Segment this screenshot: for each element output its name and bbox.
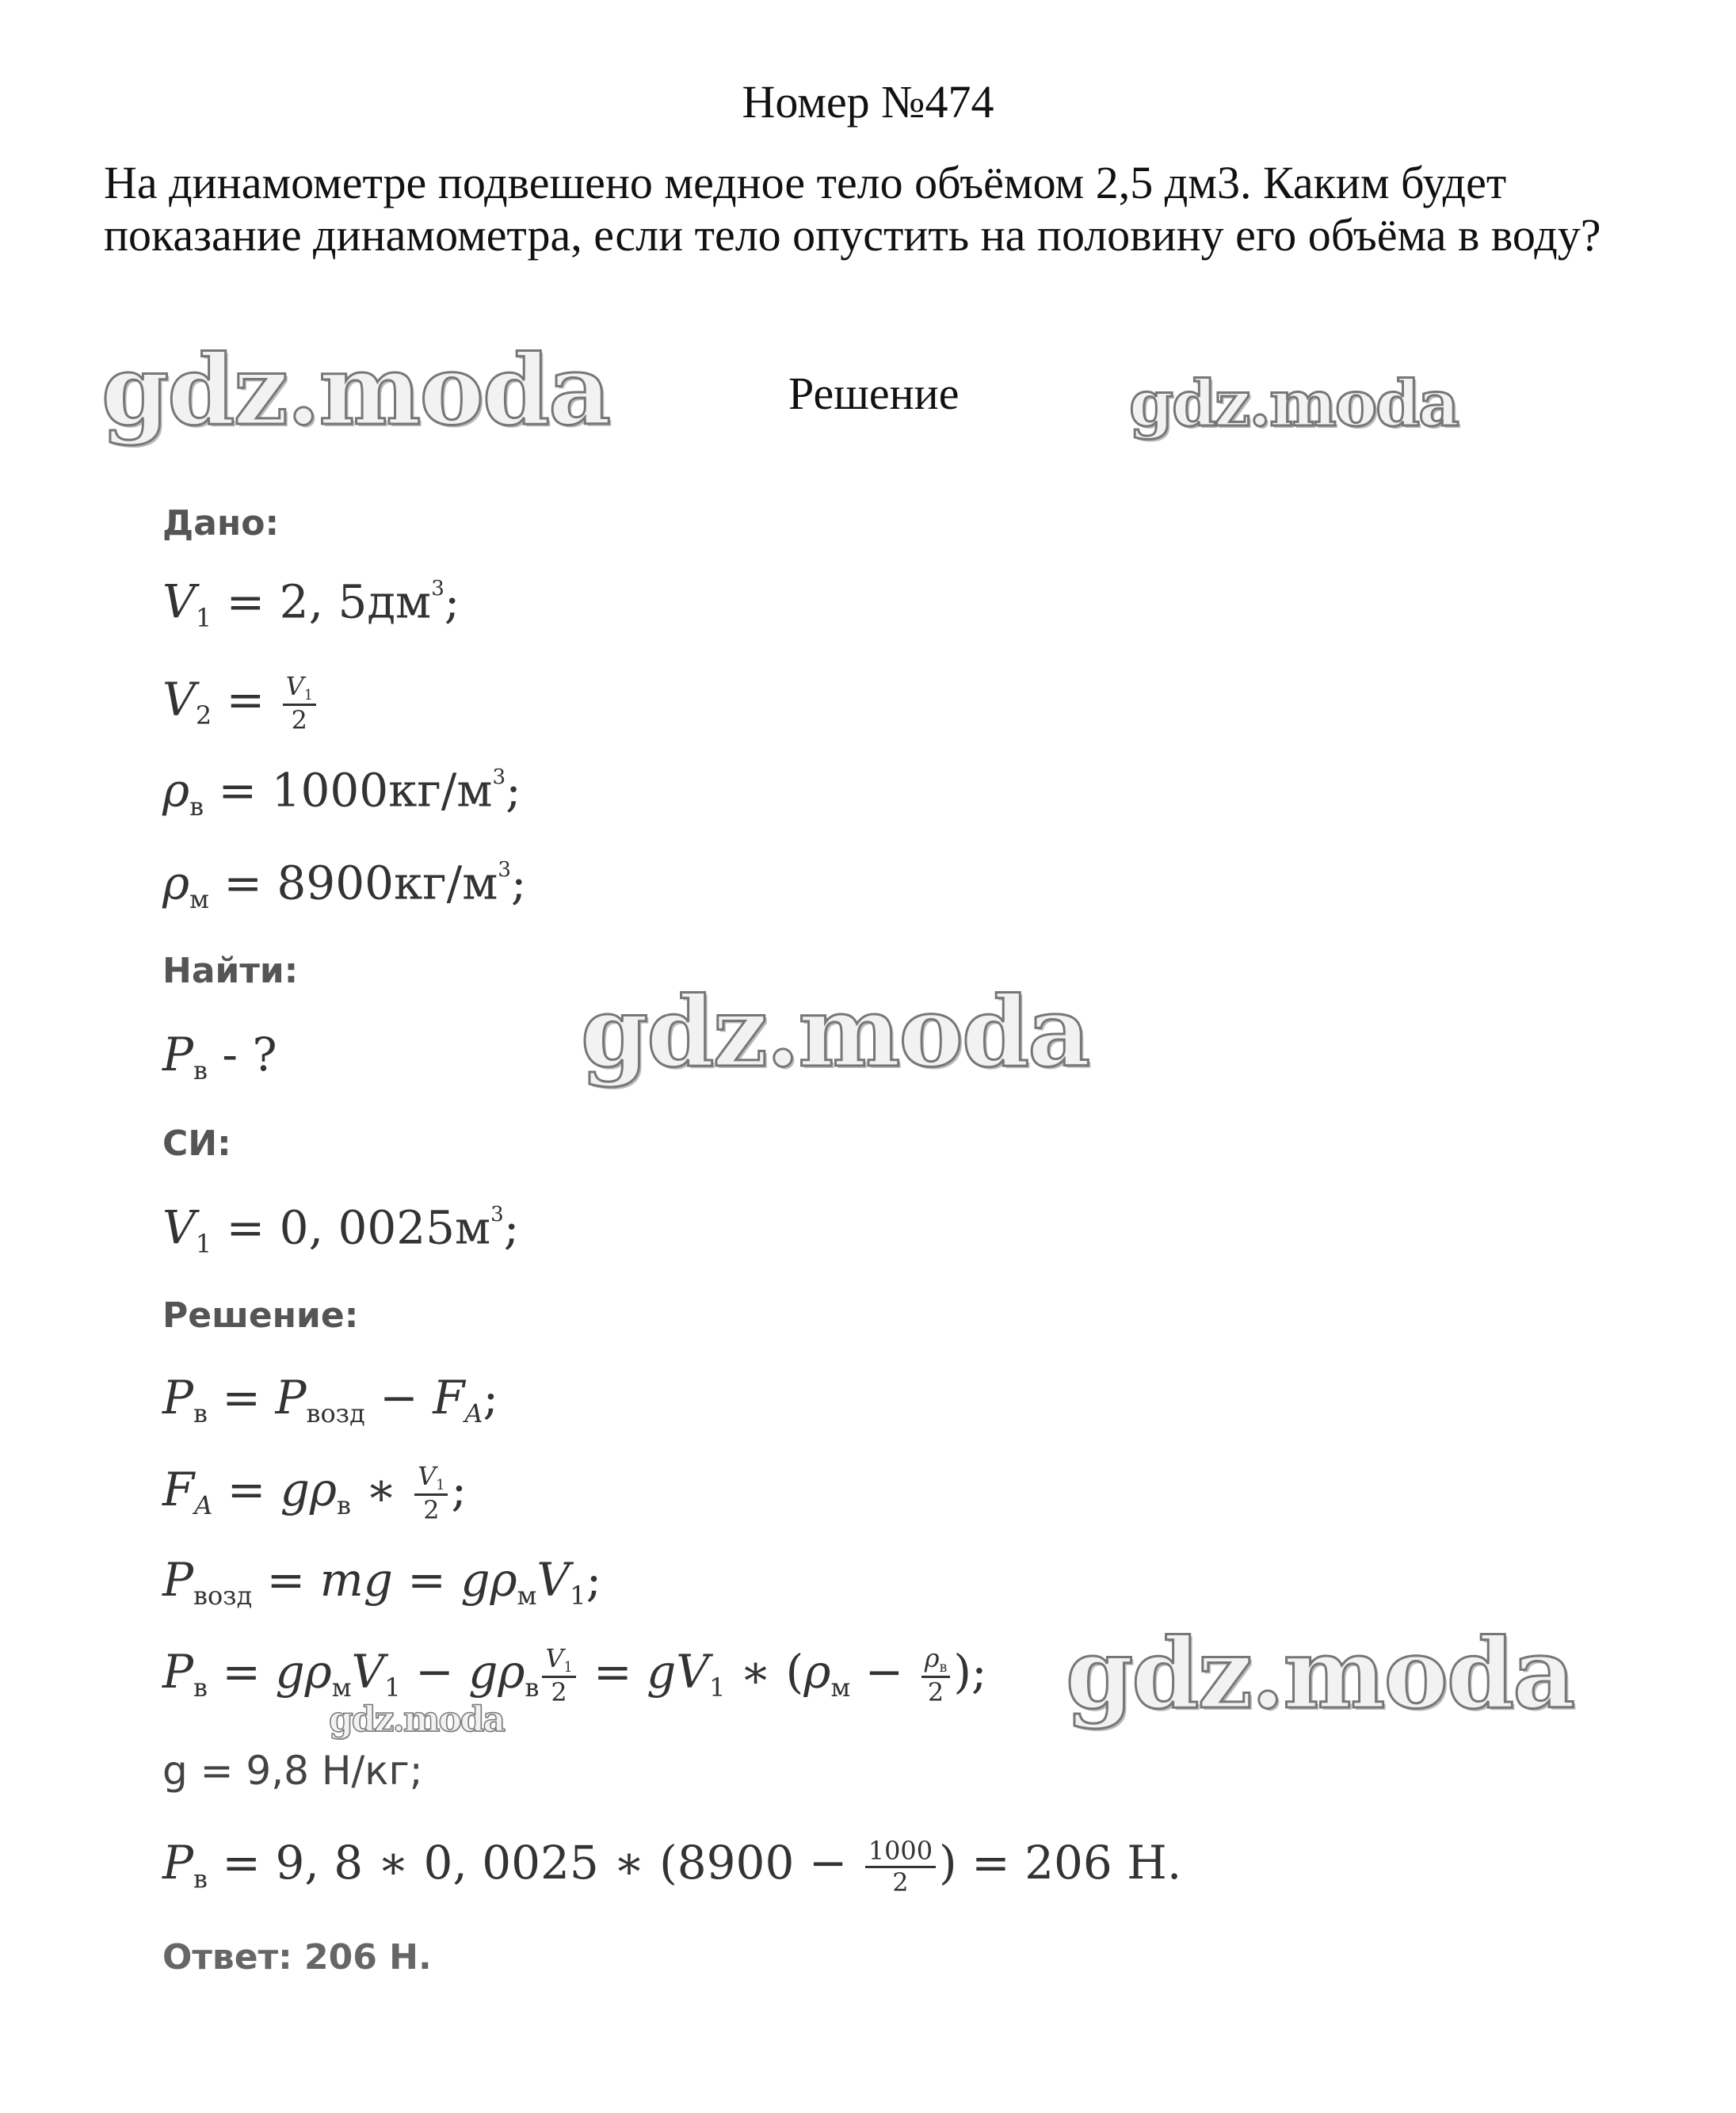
calc-frac-num: 1000: [865, 1836, 936, 1868]
given-rho-m-value: 8900кг/м: [277, 856, 498, 910]
given-v1: $V_1 = 2$, $5дм^3$;: [162, 574, 460, 633]
calc-prefix: 9, 8 ∗ 0, 0025 ∗ (8900 −: [275, 1836, 862, 1890]
given-v1-value: 2, 5дм: [279, 574, 432, 629]
given-rho-m: $\rho_м = 8900кг/м^3$;: [162, 856, 527, 914]
formula-weight-in-air: $P_{возд}$ = mg = $g\rho_мV_1$;: [162, 1553, 602, 1611]
given-label: Дано:: [162, 503, 280, 544]
watermark-logo: gdz.moda: [329, 1699, 505, 1740]
answer: Ответ: 206 Н.: [162, 1937, 432, 1978]
calc-suffix: ) = 206 Н.: [939, 1836, 1182, 1890]
formula-calculation: $P_в = 9$, 8 ∗ 0, 0025 ∗ (8900 − $\frac{1000}{2}$ ) = 206 Н.: [162, 1836, 1182, 1898]
si-v1-value: 0, 0025м: [279, 1200, 491, 1255]
watermark-logo: gdz.moda: [1129, 366, 1458, 441]
g-value: g = 9,8 Н/кг;: [162, 1748, 423, 1794]
watermark-logo: gdz.moda: [101, 333, 610, 447]
page-title: Номер №474: [742, 76, 994, 128]
find-question-text: - ?: [208, 1028, 277, 1081]
solution-heading: Решение: [788, 368, 960, 419]
si-v1: $V_1 = 0$, $0025м^3$;: [162, 1200, 520, 1259]
find-question: $P_в$ - ?: [162, 1028, 277, 1086]
given-rho-w: $\rho_в = 1000кг/м^3$;: [162, 763, 521, 822]
calc-frac-den: 2: [892, 1867, 909, 1898]
problem-text: На динамометре подвешено медное тело объёмом 2,5 дм3. Каким будет показание динамометра, если тело опустить на половину его объёма в воду?: [104, 157, 1601, 261]
watermark-logo: gdz.moda: [1066, 1616, 1574, 1730]
find-label: Найти:: [162, 951, 299, 991]
formula-archimedes: $F_A = g\rho_в$ ∗ $\frac{V_1}{2}$ ;: [162, 1461, 467, 1526]
si-label: СИ:: [162, 1123, 231, 1164]
formula-weight-in-water: $P_в = P_{возд} - F_A$;: [162, 1371, 499, 1429]
given-rho-w-value: 1000кг/м: [271, 763, 493, 818]
formula-combined: $P_в = g\rho_мV_1 - g\rho_в$ $\frac{V_1}{2}$ = $gV_1$ ∗ ($\rho_м$ − $\frac{\rho_в}{2}$ );: [162, 1643, 987, 1708]
given-v2: $V_2$ = $\frac{V_1}{2}$: [162, 672, 319, 735]
watermark-logo: gdz.moda: [581, 974, 1089, 1089]
solution-label: Решение:: [162, 1295, 359, 1336]
